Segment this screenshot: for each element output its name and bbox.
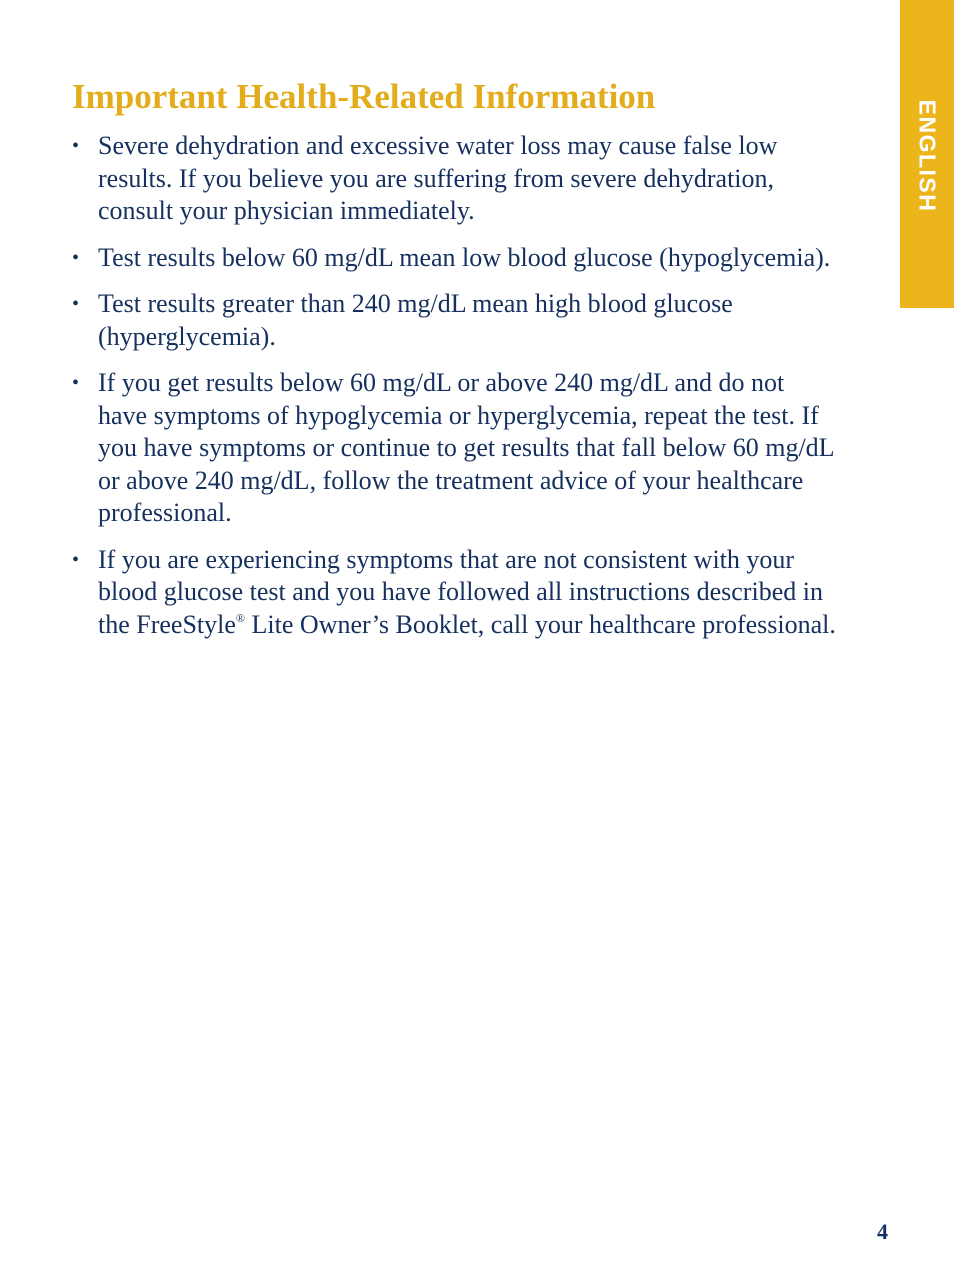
text-line: If you are experiencing symptoms that are not consistent with your — [98, 544, 795, 574]
page-title: Important Health-Related Information — [72, 77, 656, 116]
text-line: Test results below 60 mg/dL mean low blood glucose (hypoglycemia). — [98, 242, 831, 272]
text-line: Severe dehydration and excessive water loss may cause false low — [98, 131, 778, 160]
text-line: Test results greater than 240 mg/dL mean high blood glucose — [98, 289, 733, 318]
list-item — [72, 130, 892, 228]
bullet-icon: • — [72, 135, 80, 157]
text-line: you have symptoms or continue to get results that fall below 60 mg/dL — [98, 433, 835, 462]
list-item — [72, 242, 892, 275]
text-line: have symptoms of hypoglycemia or hyperglycemia, repeat the test. If — [98, 400, 819, 430]
text-line: (hyperglycemia). — [98, 321, 276, 351]
text-line: results. If you believe you are suffering from severe dehydration, — [98, 163, 775, 193]
list-item — [72, 288, 892, 353]
bullet-icon: • — [72, 372, 80, 394]
text-fragment: the FreeStyle — [98, 609, 236, 639]
health-info-list — [72, 130, 892, 655]
text-line-with-trademark — [98, 609, 892, 642]
list-item — [72, 367, 892, 530]
page-number: 4 — [877, 1219, 888, 1244]
bullet-icon: • — [72, 548, 80, 571]
text-line: professional. — [98, 498, 232, 527]
bullet-icon: • — [72, 246, 80, 269]
language-tab-label: ENGLISH — [914, 99, 941, 213]
text-line: If you get results below 60 mg/dL or above 240 mg/dL and do not — [98, 368, 785, 397]
list-item — [72, 544, 892, 642]
registered-trademark-symbol: ® — [235, 610, 246, 625]
text-fragment: Lite Owner’s Booklet, call your healthcare professional. — [245, 609, 836, 639]
text-line: blood glucose test and you have followed all instructions described in — [98, 577, 823, 606]
text-line: or above 240 mg/dL, follow the treatment advice of your healthcare — [98, 465, 804, 495]
text-line: consult your physician immediately. — [98, 196, 475, 225]
bullet-icon: • — [72, 293, 80, 315]
